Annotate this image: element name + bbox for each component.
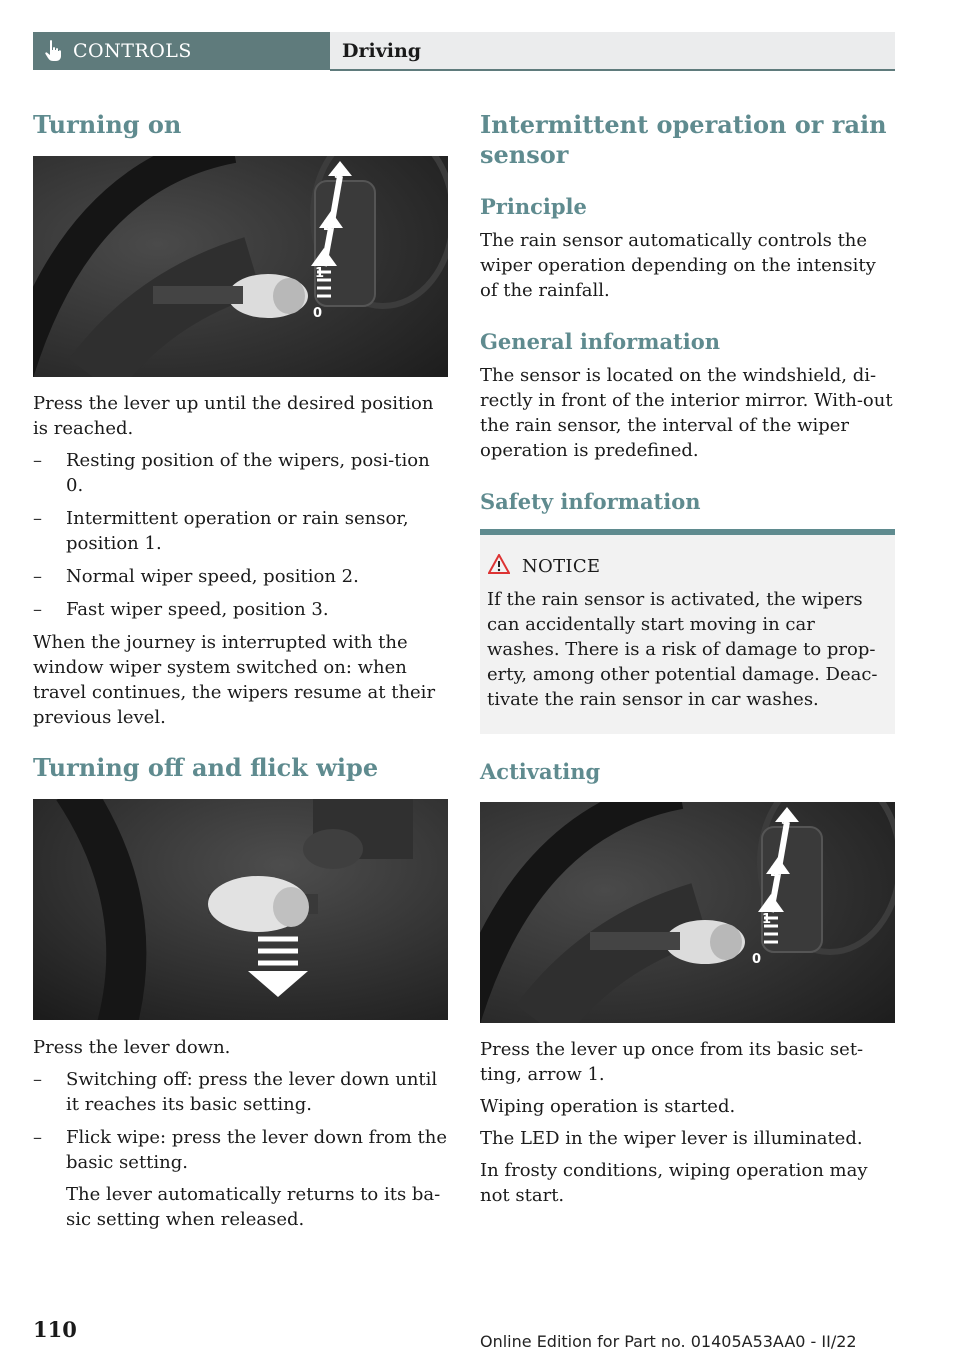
turning-off-list xyxy=(33,1067,448,1175)
page-number: 110 xyxy=(33,1317,77,1342)
figure-label-3: 3 xyxy=(781,813,791,828)
figure-label-1: 1 xyxy=(315,266,325,281)
list-item: – Flick wipe: press the lever down from the basic setting. xyxy=(33,1125,448,1175)
activating-text xyxy=(480,1037,895,1208)
list-item: – Resting position of the wipers, posi-tion 0. xyxy=(33,448,448,498)
turning-on-list xyxy=(33,448,448,622)
turning-off-text xyxy=(33,1035,448,1232)
turning-on-text xyxy=(33,391,448,730)
list-item: – Fast wiper speed, position 3. xyxy=(33,597,448,622)
turning-on-intro: Press the lever up until the desired position is reached. xyxy=(33,393,434,439)
activating-p2: Wiping operation is started. xyxy=(480,1096,736,1117)
turning-off-intro: Press the lever down. xyxy=(33,1037,231,1058)
figure-label-1: 1 xyxy=(762,912,772,927)
figure-label-0: 0 xyxy=(313,306,323,321)
heading-turning-on: Turning on xyxy=(33,110,182,139)
heading-activating: Activating xyxy=(480,759,601,784)
figure-label-3: 3 xyxy=(334,167,344,182)
figure-wiper-lever-up xyxy=(33,156,448,377)
heading-principle: Principle xyxy=(480,194,587,219)
hand-pointer-icon xyxy=(33,32,73,70)
heading-general-information: General information xyxy=(480,329,721,354)
figure-label-2: 2 xyxy=(323,219,333,234)
heading-intermittent: Intermittent operation or rain sensor xyxy=(480,110,887,169)
figure-wiper-lever-down xyxy=(33,799,448,1020)
figure-label-2: 2 xyxy=(770,865,780,880)
principle-text: The rain sensor automatically controls the wiper operation depending on the intensity of the rainfall. xyxy=(480,230,876,301)
activating-p3: The LED in the wiper lever is illuminated. xyxy=(480,1128,863,1149)
notice-title-row xyxy=(488,554,600,578)
section-tab xyxy=(33,32,330,70)
heading-safety-information: Safety information xyxy=(480,489,701,514)
notice-title: NOTICE xyxy=(522,555,601,577)
list-item: – Normal wiper speed, position 2. xyxy=(33,564,448,589)
section-title: CONTROLS xyxy=(73,40,192,62)
list-item: – Switching off: press the lever down until it reaches its basic setting. xyxy=(33,1067,448,1117)
figure-activating-lever xyxy=(480,802,895,1023)
chapter-title: Driving xyxy=(342,39,422,62)
notice-text: If the rain sensor is activated, the wipers can accidentally start moving in car washes. There is a risk of damage to prop-erty, among other potential damage. Deac-tivate the rain sensor in car washes. xyxy=(487,589,878,710)
list-item: – Intermittent operation or rain sensor, position 1. xyxy=(33,506,448,556)
general-information-text: The sensor is located on the windshield, di-rectly in front of the interior mirror. With-out the rain sensor, the interval of the wiper operation is predefined. xyxy=(480,365,893,461)
warning-triangle-icon xyxy=(488,554,510,578)
notice-box xyxy=(480,535,895,734)
edition-footer: Online Edition for Part no. 01405A53AA0 - II/22 xyxy=(480,1332,857,1351)
activating-p4: In frosty conditions, wiping operation may not start. xyxy=(480,1160,868,1206)
turning-off-continuation: The lever automatically returns to its ba-sic setting when released. xyxy=(66,1184,441,1230)
heading-turning-off: Turning off and flick wipe xyxy=(33,753,379,782)
figure-label-0: 0 xyxy=(752,952,762,967)
chapter-bar xyxy=(330,32,895,71)
turning-on-after: When the journey is interrupted with the window wiper system switched on: when travel continues, the wipers resume at their previous level. xyxy=(33,632,436,728)
activating-p1: Press the lever up once from its basic set-ting, arrow 1. xyxy=(480,1039,864,1085)
